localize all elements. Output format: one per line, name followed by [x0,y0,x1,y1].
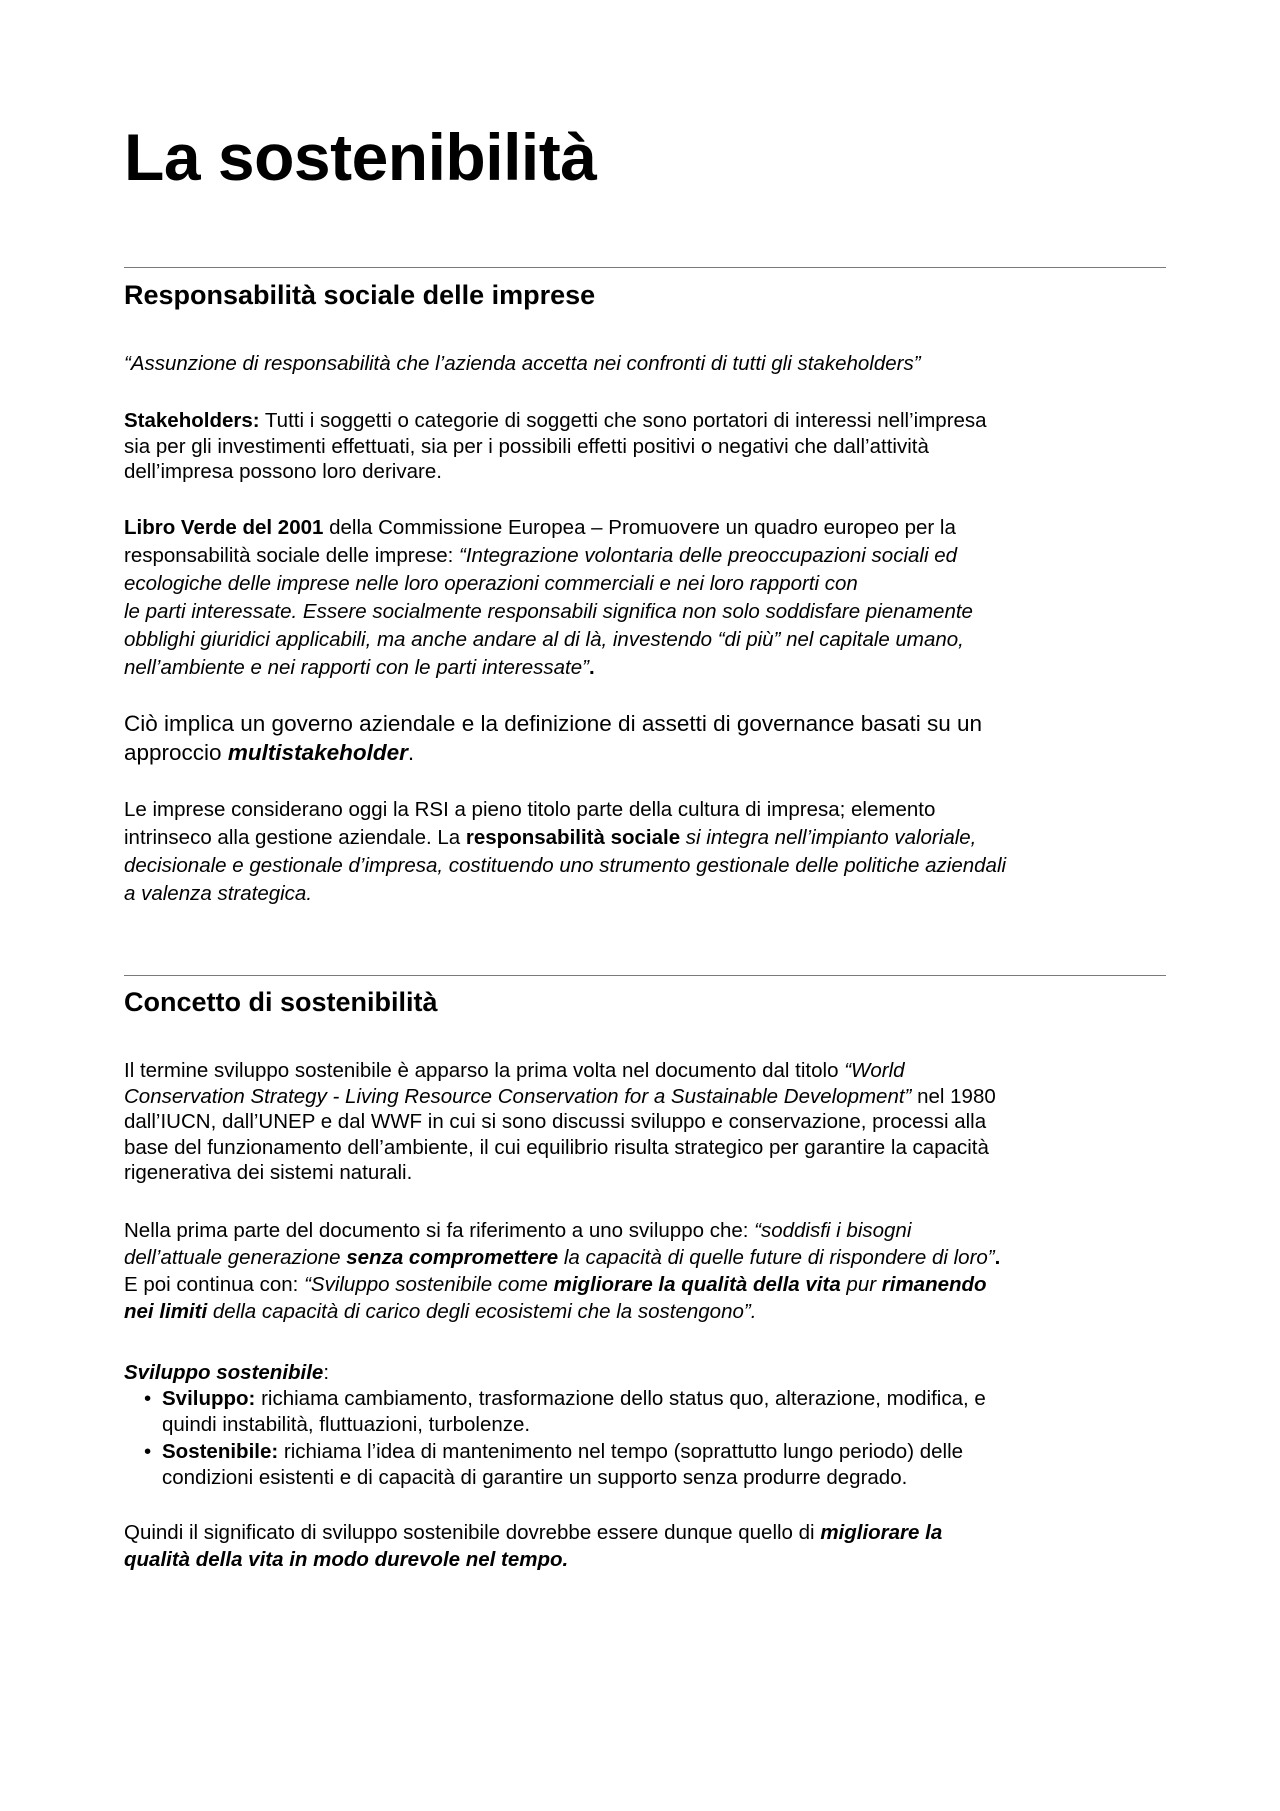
section-divider [124,975,1166,976]
rsi-paragraph: Le imprese considerano oggi la RSI a pieno titolo parte della cultura di impresa; elemento intrinseco alla gestione aziendale. La responsabilità sociale si integra nell’impianto valoriale, decisionale e gestionale d’impresa, costituendo uno strumento gestionale delle politiche aziendali a valenza strategica. [124,798,1007,905]
conclusion-paragraph: Quindi il significato di sviluppo sostenibile dovrebbe essere dunque quello di migliorare la qualità della vita in modo durevole nel tempo. [124,1521,943,1571]
section-heading-responsabilita: Responsabilità sociale delle imprese [124,280,596,310]
bullet-icon: • [144,1387,152,1410]
list-item: • Sostenibile: richiama l’idea di mantenimento nel tempo (soprattutto lungo periodo) delle condizioni esistenti e di capacità di garantire un supporto senza produrre degrado. [144,1440,964,1489]
sviluppo-sostenibile-label: Sviluppo sostenibile: [124,1361,330,1384]
definition-paragraph: Nella prima parte del documento si fa riferimento a uno sviluppo che: “soddisfi i bisogni dell’attuale generazione senza compromettere la capacità di quelle future di rispondere di loro”. E poi continua con: “Sviluppo sostenibile come migliorare la qualità della vita pur rimanendo nei limiti della capacità di carico degli ecosistemi che la sostengono”. [124,1219,1001,1323]
list-item: • Sviluppo: richiama cambiamento, trasformazione dello status quo, alterazione, modifica, e quindi instabilità, fluttuazioni, turbolenze. [144,1387,986,1436]
governance-paragraph: Ciò implica un governo aziendale e la definizione di assetti di governance basati su un approccio multistakeholder. [124,711,983,765]
csr-definition-quote: “Assunzione di responsabilità che l’azienda accetta nei confronti di tutti gli stakeholders” [124,352,921,375]
section-heading-concetto: Concetto di sostenibilità [124,987,438,1017]
origin-paragraph: Il termine sviluppo sostenibile è apparso la prima volta nel documento dal titolo “World Conservation Strategy - Living Resource Conservation for a Sustainable Development” nel 1980 dall’IUCN, dall’UNEP e dal WWF in cui si sono discussi sviluppo e conservazione, processi alla base del funzionamento dell’ambiente, il cui equilibrio risulta strategico per garantire la capacità rigenerativa dei sistemi naturali. [124,1059,996,1184]
stakeholders-paragraph: Stakeholders: Tutti i soggetti o categorie di soggetti che sono portatori di interessi nell’impresa sia per gli investimenti effettuati, sia per i possibili effetti positivi o negativi che dall’attività dell’impresa possono loro derivare. [124,409,987,483]
libro-verde-paragraph: Libro Verde del 2001 della Commissione Europea – Promuovere un quadro europeo per la responsabilità sociale delle imprese: “Integrazione volontaria delle preoccupazioni sociali ed ecologiche delle imprese nelle loro operazioni commerciali e nei loro rapporti con le parti interessate. Essere socialmente responsabili significa non solo soddisfare pienamente obblighi giuridici applicabili, ma anche andare al di là, investendo “di più” nel capitale umano, nell’ambiente e nei rapporti con le parti interessate”. [124,516,973,679]
section-divider [124,267,1166,268]
page-title: La sostenibilità [124,120,597,194]
bullet-icon: • [144,1440,152,1463]
